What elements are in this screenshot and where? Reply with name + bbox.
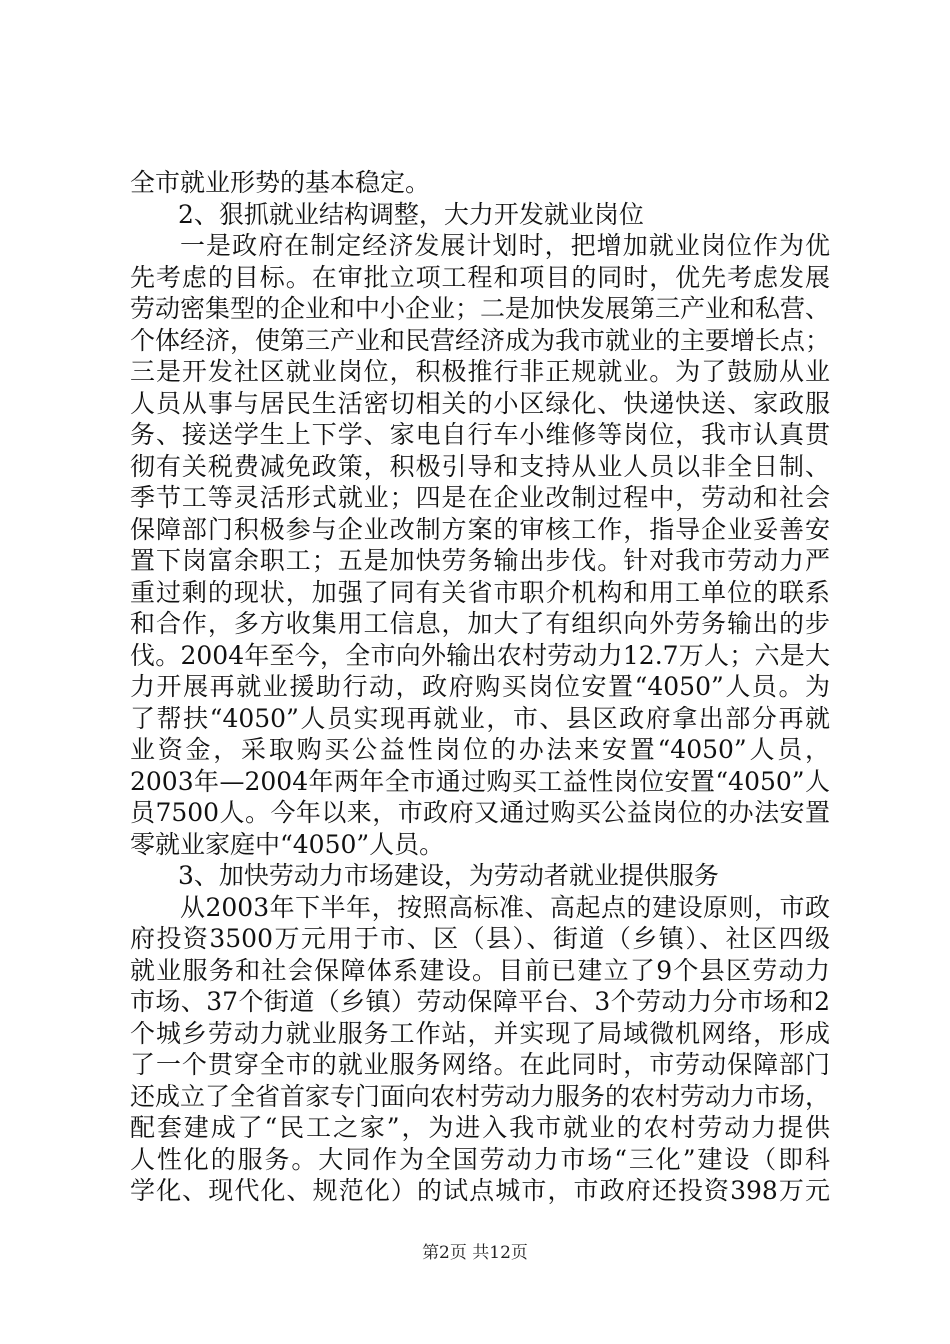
text-line: 三是开发社区就业岗位，积极推行非正规就业。为了鼓励从业 xyxy=(130,357,830,386)
text-line: 保障部门积极参与企业改制方案的审核工作，指导企业妥善安 xyxy=(130,514,830,544)
text-line: 个城乡劳动力就业服务工作站，并实现了局域微机网络，形成 xyxy=(130,1018,830,1048)
text-line: 业资金，采取购买公益性岗位的办法来安置“4050”人员， xyxy=(130,735,830,764)
text-line: 府投资3500万元用于市、区（县）、街道（乡镇）、社区四级 xyxy=(130,924,830,953)
text-line: 2003年—2004年两年全市通过购买工益性岗位安置“4050”人 xyxy=(130,766,830,796)
text-line: 一是政府在制定经济发展计划时，把增加就业岗位作为优 xyxy=(180,231,830,260)
text-line: 务、接送学生上下学、家电自行车小维修等岗位，我市认真贯 xyxy=(130,420,830,449)
text-line: 先考虑的目标。在审批立项工程和项目的同时，优先考虑发展 xyxy=(130,262,830,292)
text-line: 市场、37个街道（乡镇）劳动保障平台、3个劳动力分市场和2 xyxy=(130,987,830,1016)
text-line: 人性化的服务。大同作为全国劳动力市场“三化”建设（即科 xyxy=(130,1144,830,1174)
section-heading: 3、加快劳动力市场建设，为劳动者就业提供服务 xyxy=(178,861,719,890)
text-line: 了帮扶“4050”人员实现再就业，市、县区政府拿出部分再就 xyxy=(130,703,830,733)
text-line: 学化、现代化、规范化）的试点城市，市政府还投资398万元 xyxy=(130,1176,830,1205)
text-line: 个体经济，使第三产业和民营经济成为我市就业的主要增长点； xyxy=(130,325,831,355)
text-line: 还成立了全省首家专门面向农村劳动力服务的农村劳动力市场， xyxy=(130,1081,831,1111)
text-line: 配套建成了“民工之家”，为进入我市就业的农村劳动力提供 xyxy=(130,1113,830,1142)
text-line: 力开展再就业援助行动，政府购买岗位安置“4050”人员。为 xyxy=(130,672,830,701)
text-line: 劳动密集型的企业和中小企业；二是加快发展第三产业和私营、 xyxy=(130,294,831,323)
text-line: 和合作，多方收集用工信息，加大了有组织向外劳务输出的步 xyxy=(130,609,830,638)
text-line: 零就业家庭中“4050”人员。 xyxy=(130,829,445,859)
text-line: 员7500人。今年以来，市政府又通过购买公益岗位的办法安置 xyxy=(130,798,830,827)
text-line: 季节工等灵活形式就业；四是在企业改制过程中，劳动和社会 xyxy=(130,483,830,512)
text-line: 从2003年下半年，按照高标准、高起点的建设原则，市政 xyxy=(180,892,830,922)
text-line: 人员从事与居民生活密切相关的小区绿化、快递快送、家政服 xyxy=(130,388,830,418)
text-line: 置下岗富余职工；五是加快劳务输出步伐。针对我市劳动力严 xyxy=(130,546,830,575)
text-line: 彻有关税费减免政策，积极引导和支持从业人员以非全日制、 xyxy=(130,451,830,481)
document-body xyxy=(130,167,830,1207)
text-line: 就业服务和社会保障体系建设。目前已建立了9个县区劳动力 xyxy=(130,955,830,985)
text-line: 重过剩的现状，加强了同有关省市职介机构和用工单位的联系 xyxy=(130,577,830,607)
text-line: 伐。2004年至今，全市向外输出农村劳动力12.7万人；六是大 xyxy=(130,640,830,670)
page-footer: 第2页 共12页 xyxy=(422,1243,528,1263)
text-line: 全市就业形势的基本稳定。 xyxy=(130,168,431,197)
text-line: 了一个贯穿全市的就业服务网络。在此同时，市劳动保障部门 xyxy=(130,1050,830,1079)
section-heading: 2、狠抓就业结构调整，大力开发就业岗位 xyxy=(178,199,644,229)
